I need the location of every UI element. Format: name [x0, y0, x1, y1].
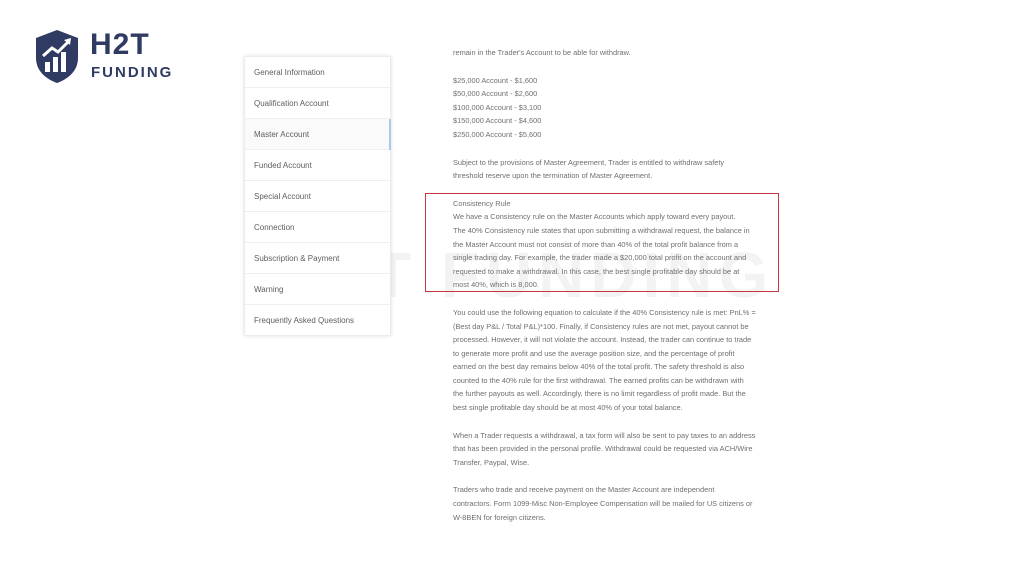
- paragraph-line: requested to make a withdrawal. In this case, the best single profitable day should be at: [453, 266, 740, 276]
- account-list: [453, 74, 773, 142]
- sidebar-nav: [244, 56, 391, 336]
- sidebar-item-funded-account[interactable]: Funded Account: [245, 150, 390, 181]
- contractor-paragraph: [453, 483, 773, 524]
- paragraph-line: that has been provided in the personal profile. Withdrawal could be requested via ACH/Wire: [453, 444, 753, 454]
- paragraph-line: counted to the 40% rule for the first withdrawal. The earned profits can be withdrawn with: [453, 375, 744, 385]
- sidebar-item-connection[interactable]: Connection: [245, 212, 390, 243]
- paragraph-line: Subject to the provisions of Master Agreement, Trader is entitled to withdraw safety: [453, 157, 725, 167]
- paragraph-line: the Master Account must not consist of more than 40% of the total profit balance from a: [453, 239, 739, 249]
- paragraph-line: Traders who trade and receive payment on the Master Account are independent: [453, 485, 715, 495]
- paragraph-line: (Best day P&L / Total P&L)*100. Finally, if Consistency rules are not met, payout cannot be: [453, 321, 749, 331]
- sidebar-item-general-information[interactable]: General Information: [245, 57, 390, 88]
- intro-text: remain in the Trader's Account to be able for withdraw.: [453, 48, 631, 57]
- sidebar-item-faq[interactable]: Frequently Asked Questions: [254, 316, 355, 325]
- sidebar-item-master-account[interactable]: Master Account: [245, 119, 390, 150]
- paragraph-line: processed. However, it will not violate the account. Instead, the trader can continue to trade: [453, 335, 752, 345]
- paragraph-line: to generate more profit and use the average position size, and the percentage of profit: [453, 348, 735, 358]
- paragraph-line: best single profitable day should be at most 40% of your total balance.: [453, 403, 683, 413]
- paragraph-line: You could use the following equation to calculate if the 40% Consistency rule is met: PnL% =: [453, 307, 756, 317]
- paragraph-line: single trading day. For example, the trader made a $20,000 total profit on the account and: [453, 253, 747, 263]
- paragraph-line: When a Trader requests a withdrawal, a tax form will also be sent to pay taxes to an address: [453, 430, 756, 440]
- sidebar-item-subscription-payment[interactable]: Subscription & Payment: [245, 243, 390, 274]
- sidebar-item-qualification-account[interactable]: Qualification Account: [245, 88, 390, 119]
- paragraph-line: earned on the best day remains below 40% of the total profit. The safety threshold is also: [453, 362, 745, 372]
- paragraph-line: W-8BEN for foreign citizens.: [453, 512, 546, 522]
- shield-chart-icon: [33, 28, 81, 84]
- tax-paragraph: [453, 429, 773, 470]
- paragraph-line: The 40% Consistency rule states that upon submitting a withdrawal request, the balance in: [453, 225, 750, 235]
- sidebar-item-special-account[interactable]: Special Account: [245, 181, 390, 212]
- paragraph-line: threshold reserve upon the termination of Master Agreement.: [453, 171, 653, 181]
- consistency-rule-title: Consistency Rule: [453, 198, 511, 208]
- sidebar-item-warning[interactable]: Warning: [245, 274, 390, 305]
- list-item: $100,000 Account - $3,100: [453, 102, 542, 112]
- paragraph-line: We have a Consistency rule on the Master Accounts which apply toward every payout.: [453, 212, 736, 222]
- paragraph-line: the further payouts as well. Accordingly, there is no limit regardless of profit made. But the: [453, 389, 746, 399]
- equation-paragraph: [453, 306, 773, 415]
- list-item: $150,000 Account - $4,600: [453, 116, 542, 126]
- consistency-rule-highlight-box: [425, 193, 779, 292]
- paragraph-line: contractors. Form 1099-Misc Non-Employee Compensation will be mailed for US citizens or: [453, 499, 753, 509]
- list-item: $250,000 Account - $5,600: [453, 129, 542, 139]
- list-item: $50,000 Account - $2,600: [453, 89, 538, 99]
- logo-subtitle: FUNDING: [91, 64, 174, 81]
- paragraph-line: most 40%, which is 8,000.: [453, 280, 539, 290]
- logo-title: H2T: [90, 28, 150, 61]
- list-item: $25,000 Account - $1,600: [453, 75, 538, 85]
- subject-paragraph: [453, 156, 773, 183]
- h2t-logo[interactable]: [33, 28, 193, 88]
- paragraph-line: Transfer, Paypal, Wise.: [453, 457, 530, 467]
